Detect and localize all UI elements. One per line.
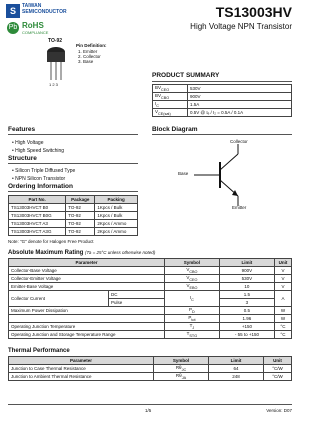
structure-rule: [8, 163, 138, 164]
summary-row: [153, 85, 292, 93]
cell: W: [274, 315, 291, 323]
pin-item: 2. Collector: [78, 54, 101, 59]
cell: Collector Current: [9, 291, 109, 307]
block-rule: [152, 134, 292, 135]
thermal-header-row: [9, 357, 292, 365]
features-rule: [8, 134, 138, 135]
sym-sub: CBO: [189, 269, 198, 274]
sym-sub: CEO: [189, 277, 198, 282]
ordering-row: [9, 212, 138, 220]
sym-sub: CBO: [161, 95, 170, 100]
cell: Operating Junction and Storage Temperature Range: [9, 331, 165, 339]
col-header: Limit: [209, 357, 264, 365]
cell: 1Kpcs / Bulk: [95, 212, 138, 220]
rohs-sub: COMPLIANCE: [22, 30, 49, 35]
structure-item: • NPN Silicon Transistor: [12, 176, 66, 182]
amr-row: [9, 283, 292, 291]
cell: °C: [274, 323, 291, 331]
cell: A: [274, 291, 291, 307]
structure-list: [12, 167, 75, 183]
ordering-table: [8, 195, 138, 236]
cell: Maximum Power Dissipation: [9, 307, 165, 315]
footer-rule: [8, 404, 292, 405]
structure-text: Silicon Triple Diffused Type: [15, 168, 76, 174]
ordering-title: Ordering Information: [8, 183, 73, 190]
cell: DC: [109, 291, 165, 299]
sym-sub: C: [156, 103, 159, 108]
cell: TS13003HVCT A3: [9, 220, 66, 228]
version-label: Version: D07: [266, 408, 292, 413]
cell: Operating Junction Temperature: [9, 323, 165, 331]
sym: V: [155, 109, 159, 115]
cell: TO-92: [66, 228, 95, 236]
sym: I: [155, 101, 157, 107]
collector-label: Collector: [230, 139, 248, 144]
cell: °C: [274, 331, 291, 339]
cell: TS13003HVCT B0: [9, 204, 66, 212]
sym-sub: J: [192, 325, 195, 330]
ordering-row: [9, 228, 138, 236]
cell: W: [274, 307, 291, 315]
cell: [164, 291, 219, 307]
thermal-row: [9, 373, 292, 381]
col-header: Unit: [274, 259, 291, 267]
pin-list: [78, 49, 101, 64]
thermal-table: [8, 356, 292, 381]
amr-row: [9, 275, 292, 283]
summary-rule: [152, 81, 292, 82]
sym: Rθ: [175, 365, 182, 371]
brand-line1: TAIWAN: [22, 3, 42, 9]
col-header: Parameter: [9, 357, 154, 365]
cell: 3: [219, 299, 274, 307]
sym: V: [186, 283, 190, 289]
ordering-note: Note: "G" denote for Halogen Free Product: [8, 239, 94, 244]
amr-header-row: [9, 259, 292, 267]
pin-numbers: 1 2 3: [49, 82, 58, 87]
amr-title: Absolute Maximum Rating: [8, 250, 84, 256]
emitter-label: Emitter: [232, 205, 247, 210]
cell: +150: [219, 323, 274, 331]
cell: TO-92: [66, 212, 95, 220]
package-name: TO-92: [48, 38, 63, 44]
npn-transistor-symbol-icon: [180, 140, 270, 210]
sym: T: [189, 323, 193, 329]
cell: 248: [209, 373, 264, 381]
col-header: Limit: [219, 259, 274, 267]
sym: P: [189, 307, 193, 313]
amr-heading: [8, 250, 155, 256]
structure-title: Structure: [8, 155, 37, 162]
feature-text: High Voltage: [15, 140, 44, 146]
sym-sub: EBO: [189, 285, 198, 290]
cell: - 55 to +150: [219, 331, 274, 339]
col-header: Package: [66, 196, 95, 204]
summary-value: 1.5A: [188, 101, 292, 109]
summary-row: [153, 93, 292, 101]
summary-row: [153, 101, 292, 109]
sym: Rθ: [175, 373, 182, 379]
amr-row: [9, 267, 292, 275]
sym-sub: C: [191, 297, 194, 302]
sym-sub: JC: [181, 367, 187, 372]
summary-param: [153, 101, 188, 109]
col-header: Packing: [95, 196, 138, 204]
amr-row: [9, 307, 292, 315]
sym-sub: CEO: [161, 87, 170, 92]
sym: V: [186, 275, 190, 281]
col-header: Symbol: [154, 357, 209, 365]
rohs-label: RoHS: [22, 21, 44, 30]
sym-sub: STG: [189, 333, 198, 338]
brand-name: [22, 3, 67, 15]
sym: P: [188, 315, 192, 321]
sym-sub: CE(sat): [158, 111, 171, 116]
cell: V: [274, 275, 291, 283]
col-header: Unit: [264, 357, 292, 365]
cell: [164, 307, 219, 315]
cell: [164, 323, 219, 331]
summary-param: [153, 85, 188, 93]
cell: 900V: [219, 267, 274, 275]
page-number: 1/5: [145, 408, 152, 413]
cell: Junction to Ambient Thermal Resistance: [9, 373, 154, 381]
cell: [164, 267, 219, 275]
cell: 1Kpcs / Bulk: [95, 204, 138, 212]
summary-param: [153, 109, 188, 117]
cell: 1.5: [219, 291, 274, 299]
cell: Pulse: [109, 299, 165, 307]
thermal-title: Thermal Performance: [8, 348, 70, 354]
cell: Collector-Base Voltage: [9, 267, 165, 275]
cell: V: [274, 267, 291, 275]
amr-row: [9, 315, 292, 323]
to92-package-icon: [45, 44, 67, 82]
cell: 64: [209, 365, 264, 373]
pb-free-icon: Pb: [7, 22, 19, 34]
cell: °C/W: [264, 373, 292, 381]
amr-row: [9, 331, 292, 339]
cell: V: [274, 283, 291, 291]
brand-logo: S: [6, 4, 20, 18]
ordering-row: [9, 204, 138, 212]
ordering-row: [9, 220, 138, 228]
col-header: Parameter: [9, 259, 165, 267]
cell: Emitter-Base Voltage: [9, 283, 165, 291]
cell: [9, 315, 165, 323]
summary-row: [153, 109, 292, 117]
feature-text: High Speed Switching: [15, 148, 65, 154]
amr-row: [9, 323, 292, 331]
amr-condition: (Ta = 25°C unless otherwise noted): [85, 250, 156, 255]
cell: Collector-Emitter Voltage: [9, 275, 165, 283]
sym-sub: JA: [181, 375, 187, 380]
summary-table: [152, 84, 292, 117]
sym: V: [186, 267, 190, 273]
sym: T: [186, 331, 190, 337]
cell: TO-92: [66, 220, 95, 228]
sym-sub: D: [192, 309, 195, 314]
cell: [164, 315, 219, 323]
cell: [164, 331, 219, 339]
summary-value: 900V: [188, 93, 292, 101]
summary-value: 0.5V @ Iₑ / I₂ = 0.5A / 0.1A: [188, 109, 292, 117]
pin-item: 1. Emitter: [78, 49, 98, 54]
cell: 2Kpcs / Ammo: [95, 228, 138, 236]
amr-table: [8, 258, 292, 339]
cell: [154, 365, 209, 373]
cell: 1.96: [219, 315, 274, 323]
ordering-rule: [8, 191, 138, 192]
block-title: Block Diagram: [152, 126, 198, 133]
sym: BV: [155, 93, 162, 99]
part-subtitle: High Voltage NPN Transistor: [190, 22, 292, 31]
summary-title: PRODUCT SUMMARY: [152, 72, 220, 79]
thermal-row: [9, 365, 292, 373]
structure-text: NPN Silicon Transistor: [15, 176, 66, 182]
features-title: Features: [8, 126, 36, 133]
sym: BV: [155, 85, 162, 91]
brand-line2: SEMICONDUCTOR: [22, 9, 67, 15]
cell: 0.5: [219, 307, 274, 315]
amr-row: [9, 291, 292, 299]
cell: [164, 275, 219, 283]
structure-item: • Silicon Triple Diffused Type: [12, 168, 76, 174]
base-label: Base: [178, 171, 189, 176]
col-header: Part No.: [9, 196, 66, 204]
summary-value: 530V: [188, 85, 292, 93]
cell: 530V: [219, 275, 274, 283]
cell: 2Kpcs / Ammo: [95, 220, 138, 228]
cell: TO-92: [66, 204, 95, 212]
summary-param: [153, 93, 188, 101]
sym-sub: tot: [191, 317, 196, 322]
cell: °C/W: [264, 365, 292, 373]
col-header: Symbol: [164, 259, 219, 267]
cell: Junction to Case Thermal Resistance: [9, 365, 154, 373]
features-list: [12, 139, 64, 155]
cell: [164, 283, 219, 291]
ordering-header-row: [9, 196, 138, 204]
sym: I: [189, 295, 192, 301]
cell: TS13003HVCT B0G: [9, 212, 66, 220]
cell: [154, 373, 209, 381]
feature-item: • High Voltage: [12, 140, 44, 146]
feature-item: • High Speed Switching: [12, 148, 65, 154]
pin-item: 3. Base: [78, 59, 94, 64]
cell: 10: [219, 283, 274, 291]
pin-definition-title: Pin Definition:: [76, 43, 107, 48]
cell: TS13003HVCT A3G: [9, 228, 66, 236]
part-title: TS13003HV: [215, 4, 292, 20]
